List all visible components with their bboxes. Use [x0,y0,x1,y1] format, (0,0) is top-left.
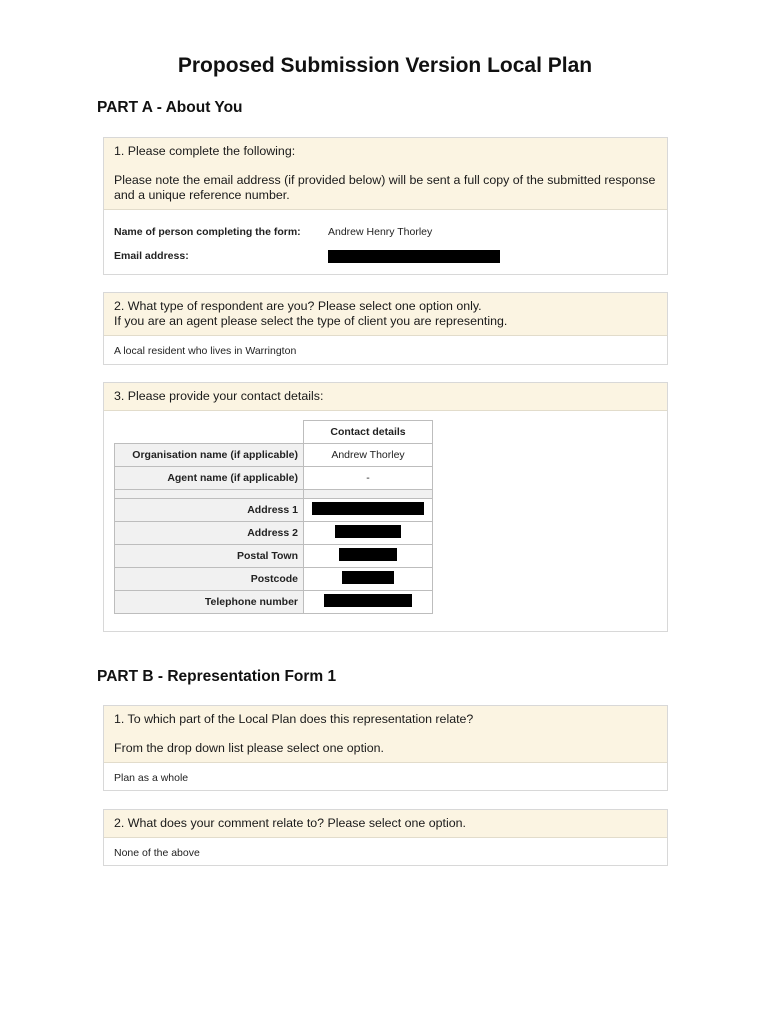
question-answer: None of the above [114,847,200,859]
address2-redaction [335,525,401,538]
question-text: 3. Please provide your contact details: [114,389,324,403]
address2-value [304,522,433,545]
table-row [115,444,433,467]
agent-label: Agent name (if applicable) [115,467,304,490]
name-row [114,220,657,244]
postcode-redaction [342,571,394,584]
table-spacer-row [115,490,433,499]
part-a-question-3 [103,382,668,632]
table-header: Contact details [304,421,433,444]
question-text: 2. What type of respondent are you? Please select one option only. [114,299,482,313]
part-a-question-2 [103,292,668,365]
question-header [104,383,667,411]
table-row [115,591,433,614]
email-row [114,244,657,268]
part-b-question-1 [103,705,668,791]
question-header [104,706,667,763]
organisation-value: Andrew Thorley [304,444,433,467]
name-value: Andrew Henry Thorley [328,226,433,238]
contact-details-table-wrapper [104,411,667,623]
postcode-value [304,568,433,591]
question-header [104,138,667,210]
table-row [115,499,433,522]
email-redaction [328,250,500,263]
table-row [115,545,433,568]
table-row [115,568,433,591]
question-text: 2. What does your comment relate to? Please select one option. [114,816,466,830]
address1-label: Address 1 [115,499,304,522]
postcode-label: Postcode [115,568,304,591]
organisation-label: Organisation name (if applicable) [115,444,304,467]
phone-redaction [324,594,412,607]
part-a-question-1 [103,137,668,275]
page-title: Proposed Submission Version Local Plan [177,54,593,77]
question-answer: A local resident who lives in Warrington [114,345,297,357]
town-redaction [339,548,397,561]
question-header [104,293,667,336]
spacer-cell [304,490,433,499]
town-value [304,545,433,568]
question-answer [104,210,667,277]
agent-value: - [304,467,433,490]
name-label: Name of person completing the form: [114,226,301,238]
question-answer: Plan as a whole [114,772,189,784]
contact-details-table [114,420,433,614]
phone-value [304,591,433,614]
email-label: Email address: [114,250,189,262]
question-text: 1. To which part of the Local Plan does this representation relate? [114,712,474,726]
spacer-cell [115,490,304,499]
town-label: Postal Town [115,545,304,568]
question-note: From the drop down list please select one option. [114,741,384,755]
question-header [104,810,667,838]
question-note: Please note the email address (if provided below) will be sent a full copy of the submitted response and a unique reference number. [114,173,656,202]
part-b-heading: PART B - Representation Form 1 [97,668,337,685]
address2-label: Address 2 [115,522,304,545]
table-header-row [115,421,433,444]
phone-label: Telephone number [115,591,304,614]
address1-value [304,499,433,522]
table-row [115,522,433,545]
address1-redaction [312,502,424,515]
table-row [115,467,433,490]
part-b-question-2 [103,809,668,866]
part-a-heading: PART A - About You [97,99,243,116]
table-corner [115,421,304,444]
question-note: If you are an agent please select the type of client you are representing. [114,314,508,328]
question-text: 1. Please complete the following: [114,144,296,158]
